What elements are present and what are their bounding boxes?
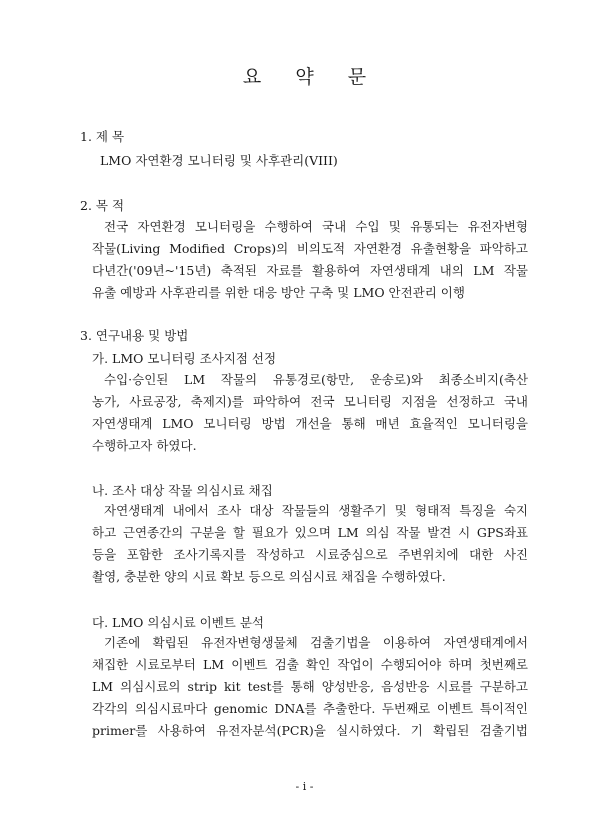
paragraph-line: 채집한 시료로부터 LM 이벤트 검출 확인 작업이 수행되어야 하며 첫번째로 bbox=[92, 657, 528, 672]
paragraph-line: 수행하고자 하였다. bbox=[92, 438, 197, 453]
page-number: - i - bbox=[295, 780, 314, 793]
paragraph-line: 전국 자연환경 모니터링을 수행하여 국내 수입 및 유통되는 유전자변형 bbox=[104, 219, 528, 234]
paragraph-line: 작물(Living Modified Crops)의 비의도적 자연환경 유출현황을 파악하고 bbox=[92, 241, 528, 256]
paragraph-line: 촬영, 충분한 양의 시료 확보 등으로 의심시료 채집을 수행하였다. bbox=[92, 569, 446, 584]
section-1-heading: 1. 제 목 bbox=[80, 129, 125, 144]
paragraph-line: 기존에 확립된 유전자변형생물체 검출기법을 이용하여 자연생태계에서 bbox=[104, 635, 528, 650]
paragraph-line: 각각의 의심시료마다 genomic DNA를 추출한다. 두번째로 이벤트 특이적인 bbox=[92, 701, 528, 716]
subsection-ga-paragraph bbox=[92, 369, 528, 457]
section-2-heading: 2. 목 적 bbox=[80, 198, 125, 213]
subsection-da-heading: 다. LMO 의심시료 이벤트 분석 bbox=[92, 615, 264, 630]
paragraph-line: primer를 사용하여 유전자분석(PCR)을 실시하였다. 기 확립된 검출기법 bbox=[92, 723, 528, 738]
section-2-paragraph bbox=[92, 216, 528, 304]
subsection-da-paragraph bbox=[92, 632, 528, 742]
subsection-na-heading: 나. 조사 대상 작물 의심시료 채집 bbox=[92, 483, 273, 498]
paragraph-line: 농가, 사료공장, 축제지)를 파악하여 전국 모니터링 지점을 선정하고 국내 bbox=[92, 394, 528, 409]
paragraph-line: 자연생태계 내에서 조사 대상 작물들의 생활주기 및 형태적 특징을 숙지 bbox=[104, 503, 528, 518]
paragraph-line: 유출 예방과 사후관리를 위한 대응 방안 구축 및 LMO 안전관리 이행 bbox=[92, 285, 465, 300]
section-3-heading: 3. 연구내용 및 방법 bbox=[80, 328, 189, 343]
paragraph-line: 수입·승인된 LM 작물의 유통경로(항만, 운송로)와 최종소비지(축산 bbox=[104, 372, 528, 387]
paragraph-line: 하고 근연종간의 구분을 할 필요가 있으며 LM 의심 작물 발견 시 GPS좌표 bbox=[92, 525, 528, 540]
subsection-ga-heading: 가. LMO 모니터링 조사지점 선정 bbox=[92, 351, 277, 366]
section-1-text: LMO 자연환경 모니터링 및 사후관리(VIII) bbox=[100, 153, 338, 168]
subsection-na-paragraph bbox=[92, 500, 528, 588]
paragraph-line: 등을 포함한 조사기록지를 작성하고 시료중심으로 주변위치에 대한 사진 bbox=[92, 547, 528, 562]
paragraph-line: 자연생태계 LMO 모니터링 방법 개선을 통해 매년 효율적인 모니터링을 bbox=[92, 416, 528, 431]
paragraph-line: LM 의심시료의 strip kit test를 통해 양성반응, 음성반응 시료를 구분하고 bbox=[92, 679, 528, 694]
page-title: 요 약 문 bbox=[242, 66, 381, 88]
paragraph-line: 다년간('09년~'15년) 축적된 자료를 활용하여 자연생태계 내의 LM 작물 bbox=[92, 263, 528, 278]
